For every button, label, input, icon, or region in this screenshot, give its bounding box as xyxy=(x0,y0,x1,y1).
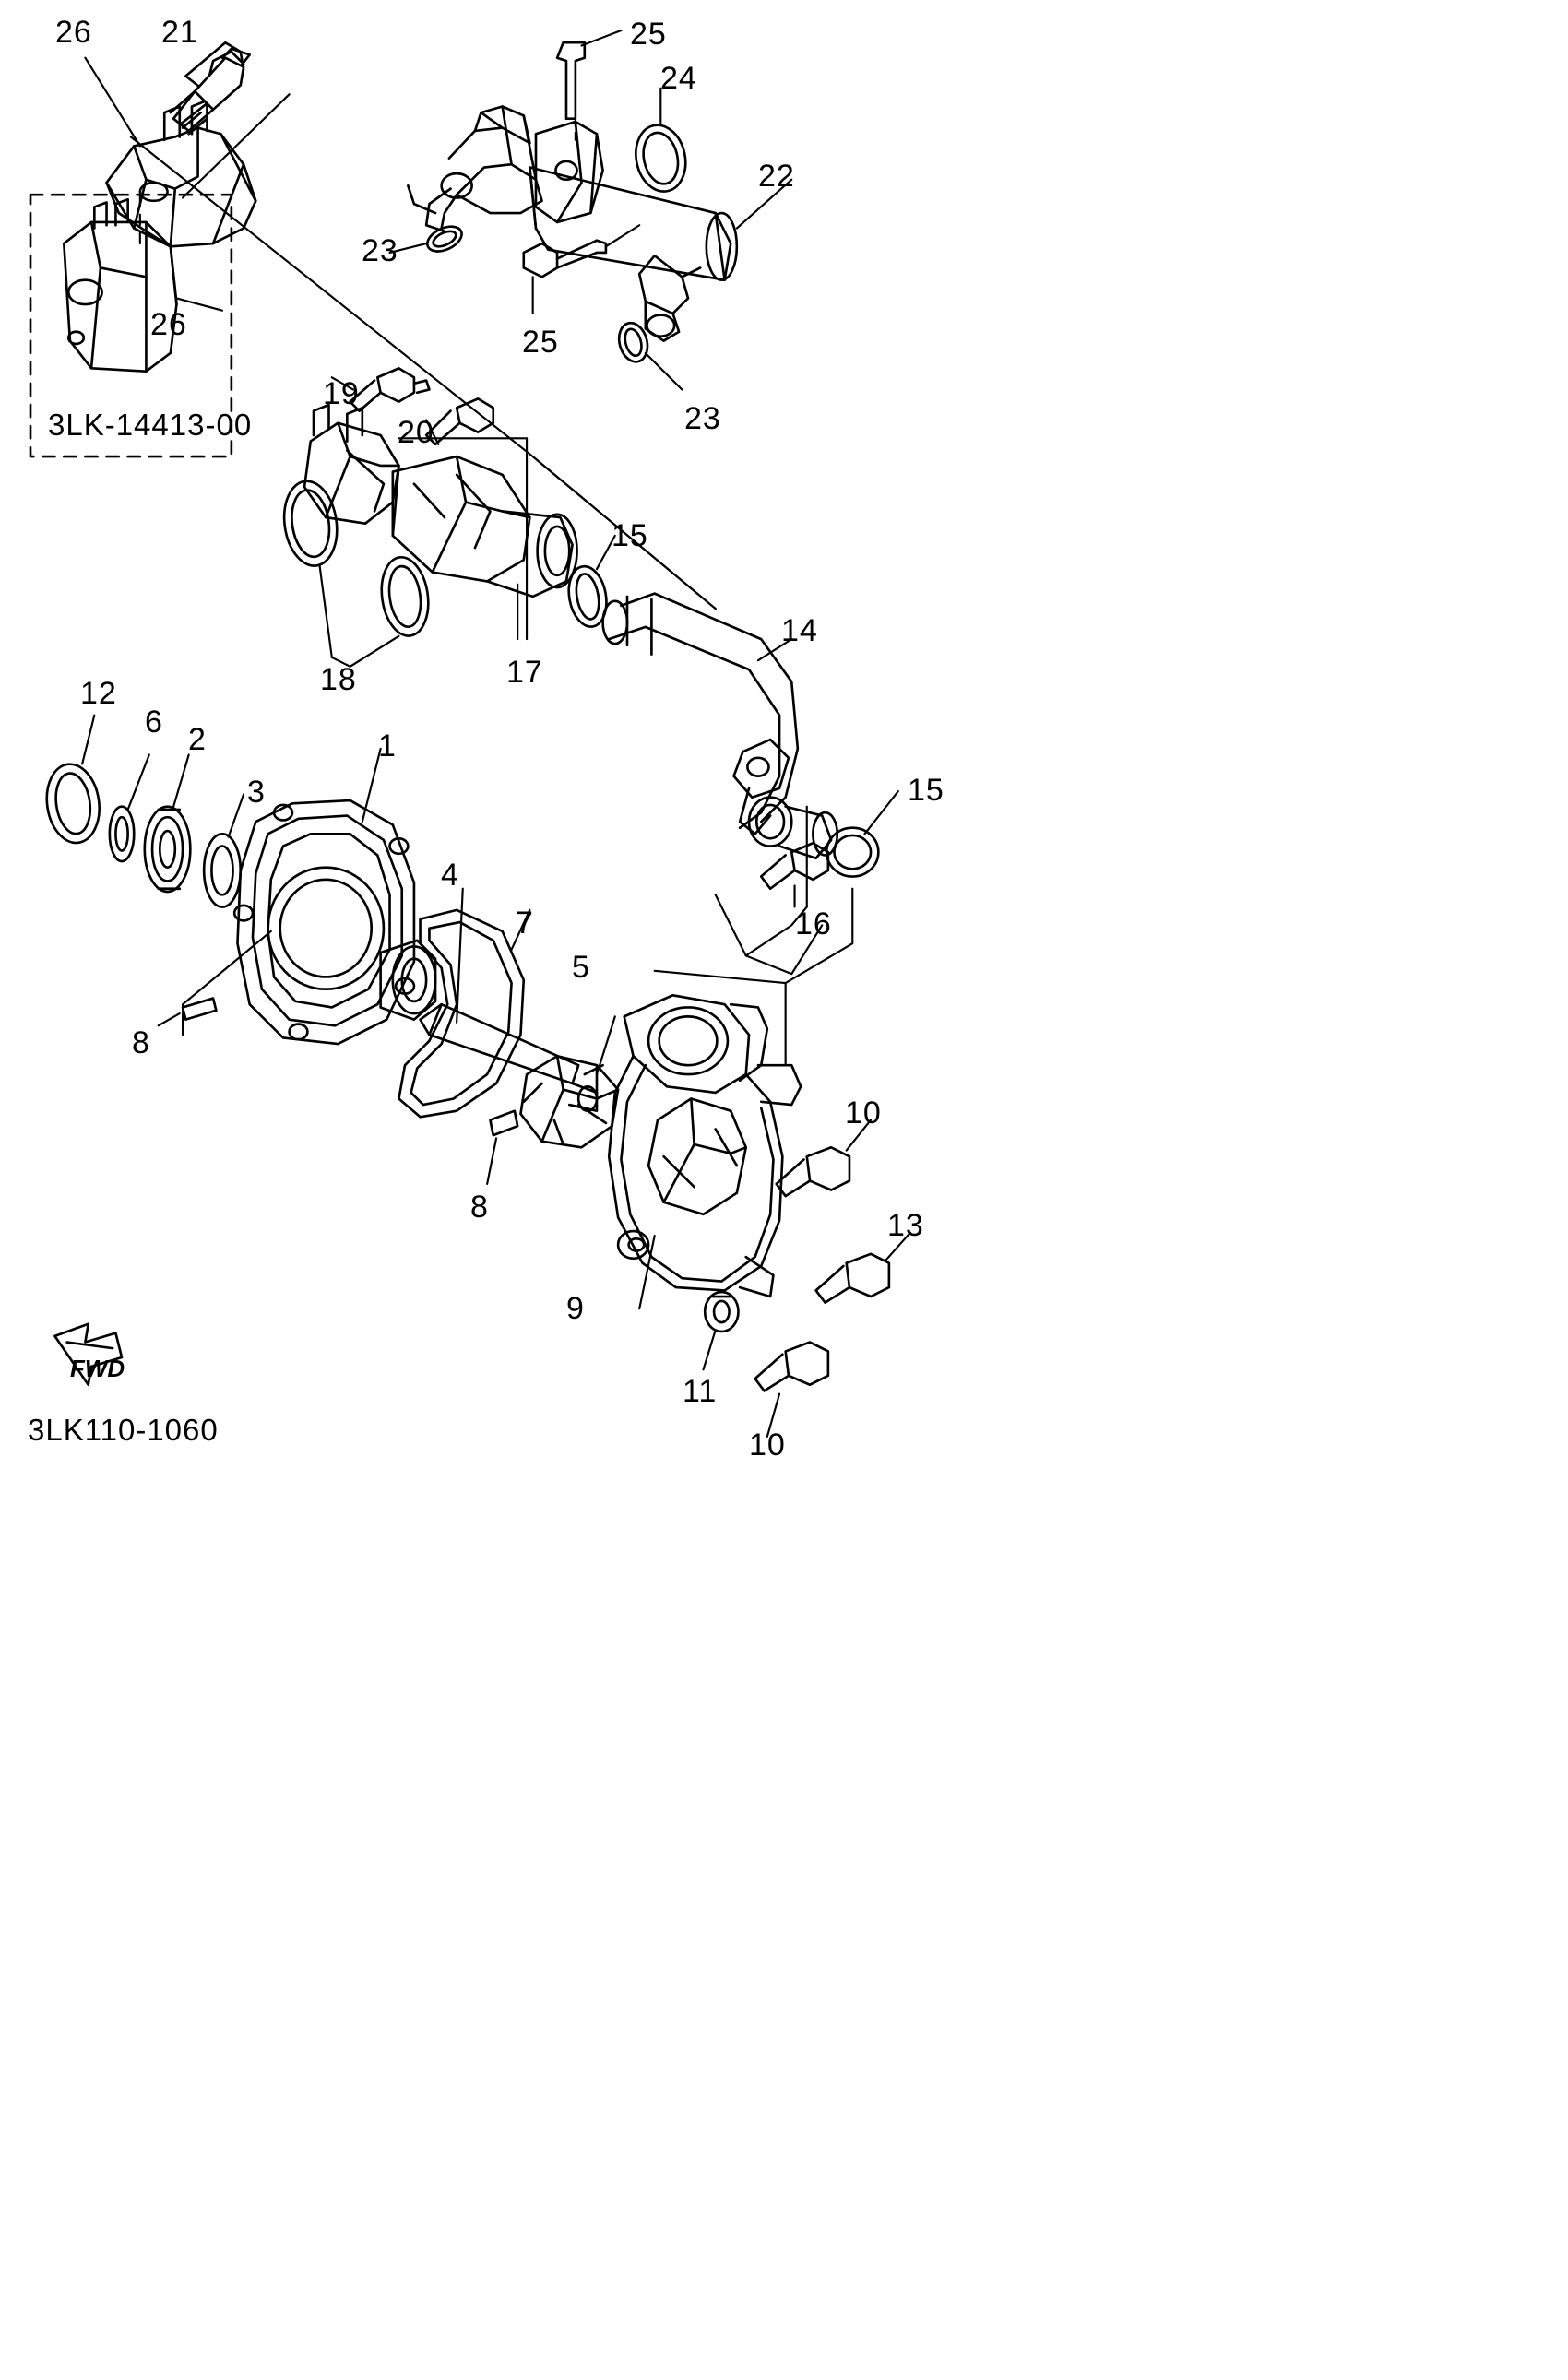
callout-6: 6 xyxy=(145,705,163,740)
callout-9: 9 xyxy=(566,1291,585,1326)
callout-7: 7 xyxy=(516,906,534,941)
callout-19: 19 xyxy=(323,376,360,411)
callout-3: 3 xyxy=(247,775,266,810)
part-3-seal xyxy=(204,834,241,906)
part-6-washer xyxy=(110,807,134,861)
callout-2: 2 xyxy=(188,722,207,757)
part-8-pin-lower xyxy=(490,1111,517,1135)
callout-14: 14 xyxy=(781,613,818,648)
callout-10-upper: 10 xyxy=(845,1095,882,1131)
fwd-label: FWD xyxy=(70,1355,125,1382)
part-10-bolt-upper xyxy=(777,1147,849,1196)
callout-4: 4 xyxy=(441,858,459,893)
callout-1: 1 xyxy=(378,728,397,764)
callout-25-top: 25 xyxy=(630,17,667,52)
callout-8-left: 8 xyxy=(132,1025,150,1060)
part-12-oring xyxy=(42,761,104,847)
part-2-bearing xyxy=(145,807,191,892)
callout-8-lower: 8 xyxy=(470,1190,489,1225)
callout-15-bottom: 15 xyxy=(908,773,944,808)
callout-5: 5 xyxy=(572,950,590,985)
part-13-bolt xyxy=(816,1254,889,1303)
part-1-pump-cover xyxy=(234,800,435,1044)
callout-11: 11 xyxy=(683,1374,718,1409)
part-24-oring xyxy=(630,121,692,196)
callout-23-left: 23 xyxy=(362,233,398,268)
part-26-inset xyxy=(64,199,176,371)
part-5-impeller xyxy=(520,1056,618,1147)
part-18-gasket-a xyxy=(279,478,341,569)
part-17-housing xyxy=(304,405,576,597)
callout-23-right: 23 xyxy=(684,401,721,436)
figure-code: 3LK110-1060 xyxy=(28,1413,219,1447)
part-15-oring-bottom xyxy=(826,828,878,877)
callout-17: 17 xyxy=(506,655,543,690)
callout-10-lower: 10 xyxy=(749,1427,786,1462)
part-9-pump-housing xyxy=(609,995,801,1297)
part-19-bolt xyxy=(350,368,430,410)
callout-15-top: 15 xyxy=(612,518,648,553)
callout-21: 21 xyxy=(161,15,198,50)
callout-26-top: 26 xyxy=(55,15,92,50)
callout-24: 24 xyxy=(660,61,697,96)
callout-16: 16 xyxy=(795,906,832,941)
callout-20: 20 xyxy=(398,415,434,450)
part-10-bolt-lower xyxy=(755,1343,828,1391)
callout-13: 13 xyxy=(887,1208,924,1243)
part-25-bolt-lower xyxy=(524,241,606,278)
callout-25-lower: 25 xyxy=(522,325,559,360)
callout-18: 18 xyxy=(320,662,357,697)
part-22-water-pipe xyxy=(408,107,737,341)
callout-22: 22 xyxy=(758,159,795,194)
part-11-washer xyxy=(705,1292,738,1332)
inset-part-number: 3LK-14413-00 xyxy=(48,408,253,442)
callout-12: 12 xyxy=(80,676,117,711)
part-25-bolt-top xyxy=(557,42,585,119)
callout-26-inset: 26 xyxy=(150,307,187,342)
part-18-gasket-b xyxy=(377,554,434,639)
